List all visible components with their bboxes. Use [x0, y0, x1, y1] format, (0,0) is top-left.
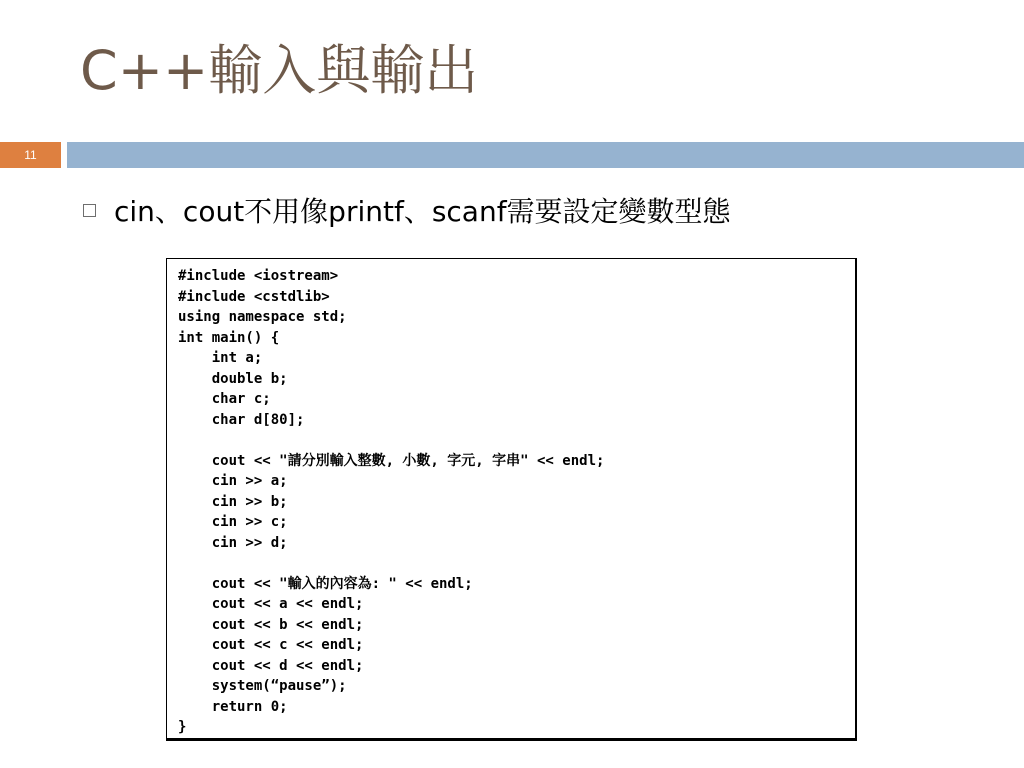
code-line: cout << "請分別輸入整數, 小數, 字元, 字串" << endl;: [178, 452, 605, 469]
code-line: char d[80];: [178, 411, 305, 428]
bullet-text: cin、cout不用像printf、scanf需要設定變數型態: [114, 195, 731, 228]
page-number: 11: [0, 142, 61, 168]
code-line: cout << b << endl;: [178, 616, 364, 633]
code-block: [166, 258, 857, 741]
code-line: int a;: [178, 350, 263, 366]
code-line: cout << d << endl;: [178, 657, 364, 674]
code-line: cout << a << endl;: [178, 596, 364, 612]
code-line: #include <cstdlib>: [178, 288, 330, 305]
header-bar: [67, 142, 1024, 168]
code-line: cout << "輸入的內容為: " << endl;: [178, 575, 473, 592]
code-line: system(“pause”);: [178, 678, 347, 694]
code-line: int main() {: [178, 329, 280, 346]
code-line: cin >> d;: [178, 534, 288, 551]
code-line: return 0;: [178, 698, 288, 715]
code-line: }: [178, 719, 187, 735]
code-line: using namespace std;: [178, 309, 347, 325]
square-bullet-icon: [83, 204, 96, 217]
code-line: char c;: [178, 391, 271, 407]
code-line: cin >> c;: [178, 514, 288, 530]
code-line-blank: [178, 553, 855, 574]
code-line: double b;: [178, 370, 288, 387]
slide-title: C++輸入與輸出: [80, 39, 479, 102]
code-line: cin >> a;: [178, 473, 288, 489]
bullet-item: [80, 190, 731, 230]
code-line-blank: [178, 430, 855, 451]
code-line: cin >> b;: [178, 493, 288, 510]
code-line: cout << c << endl;: [178, 637, 364, 653]
code-line: #include <iostream>: [178, 268, 339, 284]
